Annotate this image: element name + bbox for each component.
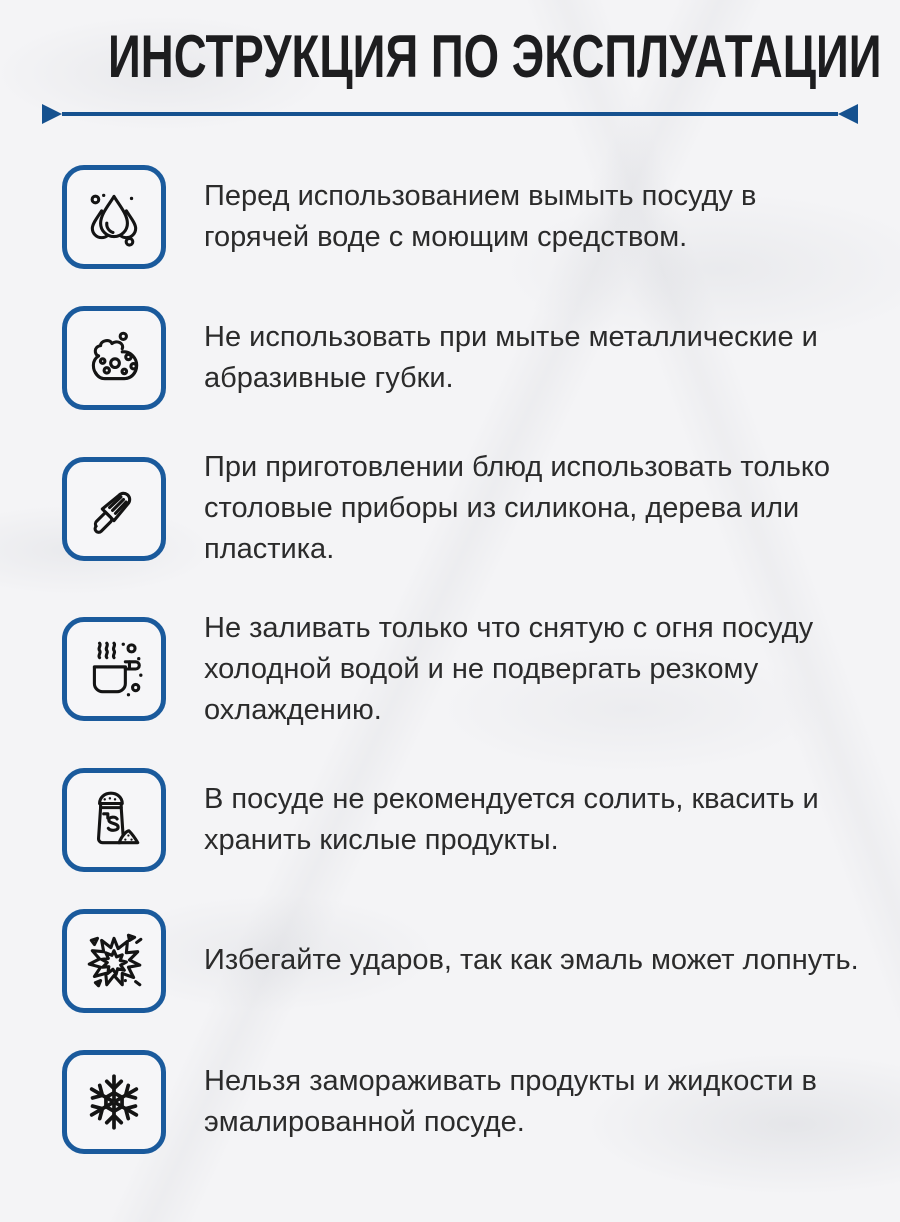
instruction-item-washing bbox=[62, 165, 860, 269]
instruction-item-sponges bbox=[62, 306, 860, 410]
instruction-text: Не заливать только что снятую с огня посуду холодной водой и не подвергать резкому охлаждению. bbox=[204, 611, 814, 726]
instruction-text: При приготовлении блюд использовать только столовые приборы из силикона, дерева или пластика. bbox=[204, 451, 831, 566]
steaming-pot-icon bbox=[62, 617, 166, 721]
title-underline bbox=[42, 103, 858, 125]
water-drops-icon bbox=[62, 165, 166, 269]
instruction-text: Перед использованием вымыть посуду в горячей воде с моющим средством. bbox=[204, 179, 757, 253]
instruction-item-utensils bbox=[62, 447, 860, 571]
instruction-item-impact bbox=[62, 909, 860, 1013]
instruction-text: Избегайте ударов, так как эмаль может лопнуть. bbox=[204, 944, 859, 977]
instruction-sheet bbox=[0, 22, 900, 1222]
sponge-icon bbox=[62, 306, 166, 410]
snowflake-icon bbox=[62, 1050, 166, 1154]
instruction-list bbox=[0, 165, 900, 1154]
instruction-item-freezing bbox=[62, 1050, 860, 1154]
header bbox=[0, 22, 900, 125]
instruction-text: Нельзя замораживать продукты и жидкости в эмалированной посуде. bbox=[204, 1064, 817, 1139]
instruction-text: Не использовать при мытье металлические и абразивные губки. bbox=[204, 320, 818, 394]
spatula-icon bbox=[62, 457, 166, 561]
page-title: ИНСТРУКЦИЯ ПО ЭКСПЛУАТАЦИИ bbox=[108, 23, 882, 90]
underline-bar bbox=[62, 112, 838, 116]
instruction-item-salting bbox=[62, 768, 860, 872]
salt-shaker-icon bbox=[62, 768, 166, 872]
arrowhead-left-icon bbox=[838, 104, 858, 124]
instruction-item-thermal-shock bbox=[62, 608, 860, 732]
arrowhead-right-icon bbox=[42, 104, 62, 124]
instruction-text: В посуде не рекомендуется солить, квасить и хранить кислые продукты. bbox=[204, 782, 819, 857]
impact-burst-icon bbox=[62, 909, 166, 1013]
